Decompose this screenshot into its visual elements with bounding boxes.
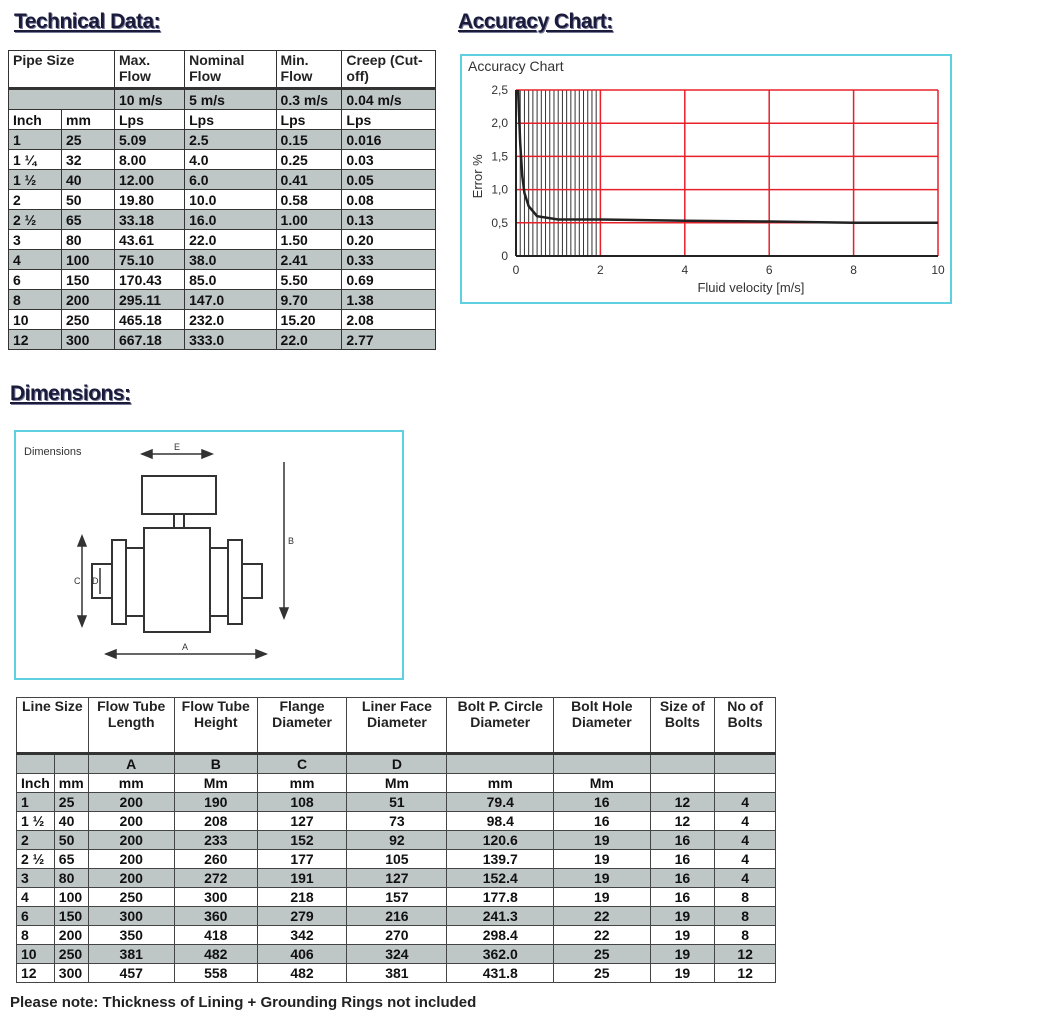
tech-table-cell: 0.69 <box>342 270 436 290</box>
dim-table-cell: 150 <box>54 907 88 926</box>
dim-table-cell: 300 <box>174 888 257 907</box>
tech-table-cell: 1 ½ <box>9 170 62 190</box>
dim-table-cell: 4 <box>715 850 776 869</box>
dim-table-cell: 92 <box>347 831 447 850</box>
dim-table-cell: 22 <box>554 926 650 945</box>
y-axis-label: Error % <box>470 154 485 199</box>
dim-letter-cell <box>715 754 776 774</box>
tech-table-cell: 16.0 <box>185 210 276 230</box>
dim-table-cell: 8 <box>715 926 776 945</box>
tech-table-cell: 4 <box>9 250 62 270</box>
dim-table-row <box>17 964 776 983</box>
tech-table-cell: 100 <box>62 250 115 270</box>
x-tick-label: 4 <box>681 263 689 277</box>
dim-table-cell: 120.6 <box>447 831 554 850</box>
tech-table-row <box>9 190 436 210</box>
tech-table-row <box>9 230 436 250</box>
dim-header-bolt-circle: Bolt P. Circle Diameter <box>447 698 554 754</box>
dim-letter-cell <box>650 754 715 774</box>
dim-header-bolt-size: Size of Bolts <box>650 698 715 754</box>
dim-table-cell: 4 <box>17 888 55 907</box>
dim-table-cell: 218 <box>257 888 347 907</box>
dim-header-line-size: Line Size <box>17 698 89 754</box>
tech-unit-cell: Lps <box>115 110 185 130</box>
tech-table-cell: 200 <box>62 290 115 310</box>
dimension-c-arrow-bottom <box>78 616 86 626</box>
dim-table-cell: 4 <box>715 793 776 812</box>
dim-table-cell: 19 <box>554 888 650 907</box>
dim-table-cell: 200 <box>88 850 174 869</box>
dimensions-diagram <box>14 430 404 680</box>
label-a: A <box>182 642 189 652</box>
tech-table-cell: 0.08 <box>342 190 436 210</box>
dim-table-cell: 381 <box>347 964 447 983</box>
tech-table-cell: 667.18 <box>115 330 185 350</box>
tech-table-cell: 15.20 <box>276 310 342 330</box>
tech-header-nominal-flow: Nominal Flow <box>185 51 276 89</box>
tech-table-cell: 0.58 <box>276 190 342 210</box>
dim-table-row <box>17 869 776 888</box>
dim-table-cell: 4 <box>715 831 776 850</box>
tech-table-cell: 75.10 <box>115 250 185 270</box>
dim-table-cell: 260 <box>174 850 257 869</box>
dim-unit-cell: Mm <box>347 774 447 793</box>
tech-table-cell: 0.016 <box>342 130 436 150</box>
dim-table-cell: 457 <box>88 964 174 983</box>
dim-table-cell: 73 <box>347 812 447 831</box>
dim-table-cell: 105 <box>347 850 447 869</box>
technical-data-heading: Technical Data: <box>14 10 161 33</box>
dim-unit-cell: mm <box>54 774 88 793</box>
dim-table-cell: 65 <box>54 850 88 869</box>
tech-table-cell: 250 <box>62 310 115 330</box>
tech-table-cell: 1 ¼ <box>9 150 62 170</box>
tech-table-cell: 465.18 <box>115 310 185 330</box>
dim-table-cell: 152.4 <box>447 869 554 888</box>
tech-unit-cell: Lps <box>342 110 436 130</box>
dim-table-cell: 482 <box>174 945 257 964</box>
dimension-c-arrow-top <box>78 536 86 546</box>
label-b: B <box>288 536 295 546</box>
dim-table-cell: 342 <box>257 926 347 945</box>
dim-table-cell: 10 <box>17 945 55 964</box>
tech-unit-row <box>9 110 436 130</box>
tech-table-cell: 1 <box>9 130 62 150</box>
tech-table-cell: 22.0 <box>185 230 276 250</box>
dim-unit-cell: Mm <box>554 774 650 793</box>
tech-header-pipe-size: Pipe Size <box>9 51 115 89</box>
dim-table-cell: 250 <box>54 945 88 964</box>
dim-header-tube-length: Flow Tube Length <box>88 698 174 754</box>
tube-body <box>144 528 210 632</box>
dim-table-cell: 250 <box>88 888 174 907</box>
dim-letter-cell <box>554 754 650 774</box>
dim-table-cell: 22 <box>554 907 650 926</box>
accuracy-chart-heading: Accuracy Chart: <box>458 10 613 33</box>
tech-table-cell: 6.0 <box>185 170 276 190</box>
tech-table-header-row <box>9 51 436 89</box>
dim-table-cell: 8 <box>17 926 55 945</box>
tech-table-cell: 4.0 <box>185 150 276 170</box>
tech-table-cell: 38.0 <box>185 250 276 270</box>
x-tick-label: 8 <box>850 263 857 277</box>
y-tick-label: 1,0 <box>491 182 508 197</box>
dim-table-cell: 360 <box>174 907 257 926</box>
dim-table-cell: 381 <box>88 945 174 964</box>
dimension-b-arrow <box>280 608 288 618</box>
dim-table-row <box>17 945 776 964</box>
tech-unit-cell: Lps <box>276 110 342 130</box>
dim-unit-cell: mm <box>447 774 554 793</box>
dim-table-cell: 16 <box>650 869 715 888</box>
tech-table-cell: 10 <box>9 310 62 330</box>
tech-table-row <box>9 210 436 230</box>
tech-table-cell: 32 <box>62 150 115 170</box>
tech-table-cell: 1.50 <box>276 230 342 250</box>
dim-table-cell: 1 <box>17 793 55 812</box>
dim-table-cell: 177 <box>257 850 347 869</box>
dim-table-cell: 558 <box>174 964 257 983</box>
tech-table-cell: 2 ½ <box>9 210 62 230</box>
dim-table-cell: 157 <box>347 888 447 907</box>
tech-table-cell: 1.38 <box>342 290 436 310</box>
dim-table-cell: 6 <box>17 907 55 926</box>
dim-table-cell: 270 <box>347 926 447 945</box>
dim-table-cell: 362.0 <box>447 945 554 964</box>
right-flange <box>228 540 242 624</box>
dim-table-cell: 19 <box>650 964 715 983</box>
dim-letter-row <box>17 754 776 774</box>
tech-table-cell: 147.0 <box>185 290 276 310</box>
dim-table-cell: 51 <box>347 793 447 812</box>
tech-table-cell: 33.18 <box>115 210 185 230</box>
dim-table-cell: 127 <box>257 812 347 831</box>
tech-table-cell: 5.50 <box>276 270 342 290</box>
dim-table-cell: 233 <box>174 831 257 850</box>
dim-table-row <box>17 812 776 831</box>
tech-table-row <box>9 170 436 190</box>
dim-table-cell: 241.3 <box>447 907 554 926</box>
tech-table-cell: 10.0 <box>185 190 276 210</box>
transmitter-head <box>142 476 216 514</box>
dim-table-cell: 108 <box>257 793 347 812</box>
y-tick-label: 1,5 <box>491 149 508 164</box>
dim-table-cell: 418 <box>174 926 257 945</box>
right-liner <box>242 564 262 598</box>
dim-table-cell: 16 <box>650 888 715 907</box>
dim-table-cell: 16 <box>650 850 715 869</box>
dim-table-cell: 139.7 <box>447 850 554 869</box>
dim-table-cell: 8 <box>715 888 776 907</box>
tech-velocity-cell: 5 m/s <box>185 89 276 110</box>
dim-table-cell: 8 <box>715 907 776 926</box>
dimensions-heading: Dimensions: <box>10 382 131 405</box>
dim-letter-cell: C <box>257 754 347 774</box>
tech-table-cell: 150 <box>62 270 115 290</box>
dim-table-cell: 25 <box>554 964 650 983</box>
accuracy-chart-title: Accuracy Chart <box>468 58 564 74</box>
tech-velocity-row <box>9 89 436 110</box>
dimension-a-arrow-right <box>256 650 266 658</box>
dim-table-cell: 3 <box>17 869 55 888</box>
tech-unit-cell: Inch <box>9 110 62 130</box>
dim-unit-cell: mm <box>257 774 347 793</box>
tech-table-cell: 170.43 <box>115 270 185 290</box>
dim-header-bolt-count: No of Bolts <box>715 698 776 754</box>
dim-table-cell: 16 <box>650 831 715 850</box>
dim-table-cell: 25 <box>54 793 88 812</box>
tech-velocity-cell: 10 m/s <box>115 89 185 110</box>
dim-table-cell: 50 <box>54 831 88 850</box>
tech-header-creep: Creep (Cut-off) <box>342 51 436 89</box>
dim-unit-row <box>17 774 776 793</box>
dim-table-cell: 80 <box>54 869 88 888</box>
tech-table-cell: 40 <box>62 170 115 190</box>
tech-table-cell: 3 <box>9 230 62 250</box>
dim-table-cell: 19 <box>554 850 650 869</box>
tech-table-cell: 0.41 <box>276 170 342 190</box>
dimension-e-arrow-left <box>142 450 152 458</box>
tech-table-cell: 85.0 <box>185 270 276 290</box>
dim-table-header-row <box>17 698 776 754</box>
right-flange-neck <box>210 548 228 616</box>
dim-table-cell: 350 <box>88 926 174 945</box>
dim-table-cell: 200 <box>88 869 174 888</box>
dim-header-bolt-hole: Bolt Hole Diameter <box>554 698 650 754</box>
dim-table-cell: 190 <box>174 793 257 812</box>
tech-table-cell: 0.15 <box>276 130 342 150</box>
dim-letter-cell: A <box>88 754 174 774</box>
dim-letter-cell: B <box>174 754 257 774</box>
dim-table-cell: 12 <box>715 945 776 964</box>
tech-table-cell: 0.20 <box>342 230 436 250</box>
tech-table-row <box>9 330 436 350</box>
tech-table-cell: 2 <box>9 190 62 210</box>
tech-velocity-cell: 0.04 m/s <box>342 89 436 110</box>
tech-header-max-flow: Max. Flow <box>115 51 185 89</box>
dim-unit-cell: mm <box>88 774 174 793</box>
dim-table-cell: 191 <box>257 869 347 888</box>
dimensions-table <box>16 697 776 983</box>
tech-table-cell: 0.33 <box>342 250 436 270</box>
dim-unit-cell <box>650 774 715 793</box>
dim-table-cell: 19 <box>650 945 715 964</box>
label-c: C <box>74 576 81 586</box>
accuracy-chart <box>460 54 952 304</box>
footnote: Please note: Thickness of Lining + Grounding Rings not included <box>10 994 477 1011</box>
dim-table-cell: 272 <box>174 869 257 888</box>
tech-table-cell: 19.80 <box>115 190 185 210</box>
dim-table-cell: 79.4 <box>447 793 554 812</box>
dim-table-cell: 12 <box>715 964 776 983</box>
dim-table-cell: 100 <box>54 888 88 907</box>
dimension-e-arrow-right <box>202 450 212 458</box>
dim-table-cell: 298.4 <box>447 926 554 945</box>
dim-table-cell: 200 <box>88 831 174 850</box>
tech-table-cell: 2.77 <box>342 330 436 350</box>
technical-data-table <box>8 50 436 350</box>
x-tick-label: 10 <box>931 263 945 277</box>
tech-table-cell: 232.0 <box>185 310 276 330</box>
tech-table-cell: 50 <box>62 190 115 210</box>
dim-table-cell: 216 <box>347 907 447 926</box>
dim-table-row <box>17 831 776 850</box>
dim-table-cell: 200 <box>88 793 174 812</box>
tech-table-cell: 0.25 <box>276 150 342 170</box>
tech-table-cell: 0.05 <box>342 170 436 190</box>
transmitter-neck <box>174 514 184 528</box>
dim-table-cell: 406 <box>257 945 347 964</box>
dimensions-diagram-title: Dimensions <box>24 446 82 458</box>
tech-table-cell: 80 <box>62 230 115 250</box>
label-d: D <box>92 576 99 586</box>
tech-table-cell: 5.09 <box>115 130 185 150</box>
x-tick-label: 0 <box>512 263 520 277</box>
dim-table-cell: 25 <box>554 945 650 964</box>
tech-table-cell: 2.08 <box>342 310 436 330</box>
tech-table-cell: 65 <box>62 210 115 230</box>
dim-table-cell: 19 <box>650 907 715 926</box>
dim-table-cell: 12 <box>650 793 715 812</box>
dim-table-row <box>17 907 776 926</box>
x-tick-label: 2 <box>597 263 604 277</box>
dim-letter-cell <box>17 754 55 774</box>
dim-table-cell: 300 <box>54 964 88 983</box>
tech-table-row <box>9 250 436 270</box>
tech-table-cell: 300 <box>62 330 115 350</box>
tech-table-cell: 2.5 <box>185 130 276 150</box>
dim-unit-cell <box>715 774 776 793</box>
dim-table-cell: 200 <box>54 926 88 945</box>
tech-table-cell: 9.70 <box>276 290 342 310</box>
dim-table-cell: 200 <box>88 812 174 831</box>
dim-table-cell: 19 <box>554 831 650 850</box>
dim-table-cell: 2 ½ <box>17 850 55 869</box>
tech-table-cell: 0.03 <box>342 150 436 170</box>
dim-table-cell: 4 <box>715 869 776 888</box>
tech-table-cell: 22.0 <box>276 330 342 350</box>
tech-table-cell: 8.00 <box>115 150 185 170</box>
dim-table-cell: 40 <box>54 812 88 831</box>
dim-table-cell: 482 <box>257 964 347 983</box>
y-tick-label: 2,5 <box>491 83 508 97</box>
tech-table-row <box>9 150 436 170</box>
x-axis-label: Fluid velocity [m/s] <box>697 280 805 295</box>
dim-table-cell: 16 <box>554 812 650 831</box>
tech-table-cell: 0.13 <box>342 210 436 230</box>
dim-table-cell: 300 <box>88 907 174 926</box>
tech-unit-cell: mm <box>62 110 115 130</box>
dim-table-cell: 152 <box>257 831 347 850</box>
dim-unit-cell: Inch <box>17 774 55 793</box>
dim-table-cell: 12 <box>17 964 55 983</box>
dim-table-cell: 19 <box>650 926 715 945</box>
dim-table-cell: 16 <box>554 793 650 812</box>
tech-table-row <box>9 270 436 290</box>
y-tick-label: 2,0 <box>491 116 508 131</box>
tech-table-cell: 12.00 <box>115 170 185 190</box>
left-flange-neck <box>126 548 144 616</box>
tech-table-cell: 333.0 <box>185 330 276 350</box>
dim-letter-cell <box>447 754 554 774</box>
dim-table-row <box>17 926 776 945</box>
tech-table-cell: 6 <box>9 270 62 290</box>
dim-table-row <box>17 793 776 812</box>
dim-table-row <box>17 850 776 869</box>
dim-header-liner-face: Liner Face Diameter <box>347 698 447 754</box>
tech-table-row <box>9 130 436 150</box>
dim-table-cell: 431.8 <box>447 964 554 983</box>
tech-table-cell: 43.61 <box>115 230 185 250</box>
dim-table-cell: 12 <box>650 812 715 831</box>
dim-table-cell: 177.8 <box>447 888 554 907</box>
label-e: E <box>174 442 181 452</box>
dim-table-cell: 4 <box>715 812 776 831</box>
dim-table-cell: 208 <box>174 812 257 831</box>
dim-letter-cell: D <box>347 754 447 774</box>
tech-table-cell: 8 <box>9 290 62 310</box>
tech-table-cell: 2.41 <box>276 250 342 270</box>
dim-table-cell: 98.4 <box>447 812 554 831</box>
y-tick-label: 0 <box>501 249 508 263</box>
dim-table-cell: 324 <box>347 945 447 964</box>
tech-velocity-spacer <box>9 89 115 110</box>
dim-table-cell: 2 <box>17 831 55 850</box>
dim-table-cell: 127 <box>347 869 447 888</box>
x-tick-label: 6 <box>765 263 773 277</box>
dim-table-row <box>17 888 776 907</box>
flowmeter-drawing <box>16 432 402 678</box>
tech-table-row <box>9 290 436 310</box>
tech-table-cell: 1.00 <box>276 210 342 230</box>
tech-unit-cell: Lps <box>185 110 276 130</box>
tech-table-cell: 25 <box>62 130 115 150</box>
dim-header-tube-height: Flow Tube Height <box>174 698 257 754</box>
dim-table-cell: 279 <box>257 907 347 926</box>
dim-letter-cell <box>54 754 88 774</box>
left-flange <box>112 540 126 624</box>
dim-table-cell: 1 ½ <box>17 812 55 831</box>
tech-velocity-cell: 0.3 m/s <box>276 89 342 110</box>
y-tick-label: 0,5 <box>491 215 508 230</box>
tech-table-cell: 12 <box>9 330 62 350</box>
dim-unit-cell: Mm <box>174 774 257 793</box>
accuracy-chart-plot <box>462 56 950 302</box>
dim-table-cell: 19 <box>554 869 650 888</box>
tech-table-row <box>9 310 436 330</box>
tech-header-min-flow: Min. Flow <box>276 51 342 89</box>
tech-table-cell: 295.11 <box>115 290 185 310</box>
dimension-a-arrow-left <box>106 650 116 658</box>
dim-header-flange-diameter: Flange Diameter <box>257 698 347 754</box>
